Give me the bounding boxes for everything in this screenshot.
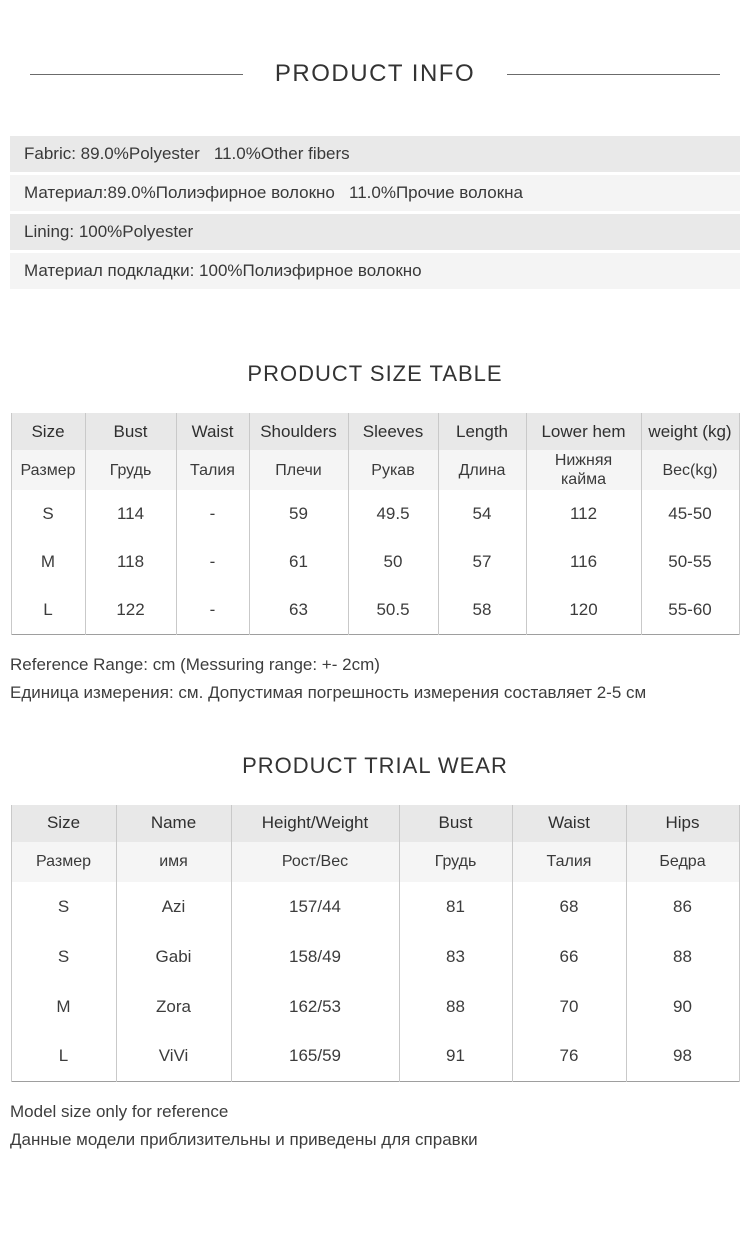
bust-col-header: Bust	[85, 413, 176, 450]
length-col-header: Length	[438, 413, 526, 450]
table-cell: L	[11, 1032, 116, 1082]
waist-col-header-ru: Талия	[176, 450, 249, 490]
size-col-header-ru: Размер	[11, 842, 116, 882]
table-cell: -	[176, 490, 249, 538]
table-cell: 120	[526, 586, 641, 634]
size-table-row-l	[11, 586, 739, 634]
lining-info-row-ru: Материал подкладки: 100%Полиэфирное волокно	[10, 253, 740, 289]
bust-col-header-ru: Грудь	[85, 450, 176, 490]
table-cell: S	[11, 490, 85, 538]
table-cell: 122	[85, 586, 176, 634]
trial-table-row-azi	[11, 882, 739, 932]
table-cell: 49.5	[348, 490, 438, 538]
table-cell: 50	[348, 538, 438, 586]
name-col-header: Name	[116, 805, 231, 842]
name-col-header-ru: имя	[116, 842, 231, 882]
size-table-header-row-ru	[11, 450, 739, 490]
table-cell: Gabi	[116, 932, 231, 982]
size-table-heading: PRODUCT SIZE TABLE	[247, 361, 503, 386]
table-cell: S	[11, 882, 116, 932]
table-cell: 114	[85, 490, 176, 538]
title-rule-left	[30, 74, 243, 75]
height-weight-col-header: Height/Weight	[231, 805, 399, 842]
size-table-row-s	[11, 490, 739, 538]
trial-table-row-zora	[11, 982, 739, 1032]
size-col-header: Size	[11, 413, 85, 450]
table-cell: 50-55	[641, 538, 739, 586]
lowerhem-col-header: Lower hem	[526, 413, 641, 450]
bust-col-header-ru: Грудь	[399, 842, 512, 882]
sleeves-col-header: Sleeves	[348, 413, 438, 450]
hips-col-header: Hips	[626, 805, 739, 842]
hips-col-header-ru: Бедра	[626, 842, 739, 882]
size-table	[11, 413, 740, 635]
table-cell: 63	[249, 586, 348, 634]
fabric-info-row-ru: Материал:89.0%Полиэфирное волокно 11.0%Прочие волокна	[10, 175, 740, 211]
table-cell: 88	[626, 932, 739, 982]
shoulders-col-header-ru: Плечи	[249, 450, 348, 490]
table-cell: Zora	[116, 982, 231, 1032]
size-table-row-m	[11, 538, 739, 586]
table-cell: -	[176, 538, 249, 586]
table-cell: 157/44	[231, 882, 399, 932]
table-cell: 90	[626, 982, 739, 1032]
table-cell: 83	[399, 932, 512, 982]
table-cell: -	[176, 586, 249, 634]
table-cell: 118	[85, 538, 176, 586]
size-col-header: Size	[11, 805, 116, 842]
trial-table-header-row-en	[11, 805, 739, 842]
trial-wear-table	[11, 805, 740, 1083]
table-cell: 88	[399, 982, 512, 1032]
table-cell: 45-50	[641, 490, 739, 538]
table-cell: 112	[526, 490, 641, 538]
table-cell: 81	[399, 882, 512, 932]
weight-col-header-ru: Вес(kg)	[641, 450, 739, 490]
fabric-info-row-en: Fabric: 89.0%Polyester 11.0%Other fibers	[10, 136, 740, 172]
table-cell: 61	[249, 538, 348, 586]
size-table-notes	[10, 651, 740, 707]
table-cell: 91	[399, 1032, 512, 1082]
table-cell: 57	[438, 538, 526, 586]
page-title: PRODUCT INFO	[274, 60, 476, 87]
table-cell: S	[11, 932, 116, 982]
size-col-header-ru: Размер	[11, 450, 85, 490]
table-cell: 50.5	[348, 586, 438, 634]
height-weight-col-header-ru: Рост/Вес	[231, 842, 399, 882]
product-info-page	[0, 60, 750, 1237]
table-cell: 98	[626, 1032, 739, 1082]
table-cell: 70	[512, 982, 626, 1032]
table-cell: 59	[249, 490, 348, 538]
trial-wear-heading: PRODUCT TRIAL WEAR	[242, 752, 508, 778]
bust-col-header: Bust	[399, 805, 512, 842]
waist-col-header-ru: Талия	[512, 842, 626, 882]
table-cell: L	[11, 586, 85, 634]
lining-info-row-en: Lining: 100%Polyester	[10, 214, 740, 250]
lowerhem-col-header-ru: Нижняя кайма	[526, 450, 641, 490]
model-note-ru: Данные модели приблизительны и приведены для справки	[10, 1130, 478, 1149]
table-cell: ViVi	[116, 1032, 231, 1082]
table-cell: 68	[512, 882, 626, 932]
measure-note-ru: Единица измерения: см. Допустимая погрешность измерения составляет 2-5 см	[10, 682, 647, 702]
table-cell: 58	[438, 586, 526, 634]
shoulders-col-header: Shoulders	[249, 413, 348, 450]
table-cell: 54	[438, 490, 526, 538]
measure-note-en: Reference Range: cm (Messuring range: +- 2cm)	[10, 654, 380, 674]
model-note-en: Model size only for reference	[10, 1102, 229, 1121]
table-cell: 66	[512, 932, 626, 982]
table-cell: 162/53	[231, 982, 399, 1032]
table-cell: 158/49	[231, 932, 399, 982]
table-cell: 55-60	[641, 586, 739, 634]
table-cell: 165/59	[231, 1032, 399, 1082]
table-cell: M	[11, 982, 116, 1032]
trial-wear-notes	[10, 1098, 740, 1154]
page-title-row	[0, 60, 750, 88]
trial-table-header-row-ru	[11, 842, 739, 882]
waist-col-header: Waist	[512, 805, 626, 842]
table-cell: 116	[526, 538, 641, 586]
trial-table-row-gabi	[11, 932, 739, 982]
table-cell: Azi	[116, 882, 231, 932]
trial-table-row-vivi	[11, 1032, 739, 1082]
table-cell: M	[11, 538, 85, 586]
table-cell: 86	[626, 882, 739, 932]
weight-col-header: weight (kg)	[641, 413, 739, 450]
sleeves-col-header-ru: Рукав	[348, 450, 438, 490]
table-cell: 76	[512, 1032, 626, 1082]
waist-col-header: Waist	[176, 413, 249, 450]
title-rule-right	[507, 74, 720, 75]
fabric-info-list	[10, 136, 740, 289]
length-col-header-ru: Длина	[438, 450, 526, 490]
size-table-header-row-en	[11, 413, 739, 450]
